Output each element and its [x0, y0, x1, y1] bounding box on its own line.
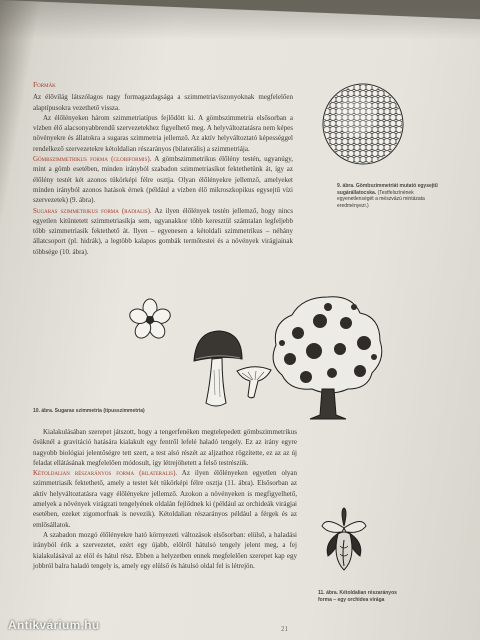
caption-label: 10. ábra. Sugaras szimmetria (típusszimmetria) — [33, 408, 145, 414]
paragraph: Az élővilág látszólagos nagy formagazdagsága a szimmetriaviszonyoknak megfelelően alaptípusokra vezethető vissza. — [33, 93, 293, 112]
definition-bilateralis — [33, 468, 297, 530]
term-text: Az ilyen élőlényeken egyetlen olyan szimmetriasík fektethető, amely a testet két tükörképi félre osztja (11. ábra). Elsősorban az aktív helyváltoztatásra vagy élőlényekre jellemző. Azokon a növényeken is megfigyelhető, amelyek a növények virágzati tengelyének oldalán fejlődnek ki (például az orchideák virágjai esetében, ezeket zigomorfnak is nevezik). Kétoldalian részarányos például a férgek és az emlősállatok. — [33, 469, 297, 529]
watermark-logo: Antikvárium.hu — [8, 618, 100, 632]
paragraph: Az élőlényeken három szimmetriatípus fejlődött ki. A gömbszimmetria elsősorban a vízben élő alacsonyabbrendű szervezetekhez figyelhető meg. A helyváltoztatásra nem képes növényekre és állatokra a sugaras szimmetria jellemző. Az aktív helyváltoztató képességgel rendelkező szervezetekre kétoldalian részarányos (bilaterális) a szimmetriája. — [33, 113, 293, 153]
figure-10-tree-illustration — [268, 293, 388, 421]
figure-10-caption — [33, 408, 233, 415]
figure-9-caption — [337, 183, 445, 209]
definition-globiformis — [33, 154, 293, 205]
figure-11-orchid-illustration — [318, 506, 370, 576]
term-label: Kétoldalian részarányos forma (bilateralis). — [33, 469, 178, 478]
paragraph: A szabadon mozgó élőlényekre ható környezeti változások elsősorban: elülső, a haladási irányból érik a szervezetet, ezért egy újabb, elölről hátulsó tengely jelent meg, a fej kialakulásával az elöl és hátul rész. Ebben a helyzetben ennek megfelelően szerepet kap egy jobbról balra haladó tengely is, amely egy elülső és hátulsó oldal fel is létrejön. — [33, 530, 297, 570]
figure-10-flower-illustration — [128, 298, 172, 342]
paragraph: Kialakulásában szerepet játszott, hogy a tengerfenéken megtelepedett gömbszimmetrikus ősüknél a gravitáció hatására kialakult egy fentről lefelé haladó tengely. Ez az irány egyre nagyobb biológiai jelentőségre tett szert, a test alsó részét az aljzathoz rögzítette, ez az az új feladat ellátásának megfelelően módosult, így létrejöhetett a felső testrészük. — [33, 428, 297, 467]
caption-label: 11. ábra. Kétoldalian részarányos forma – egy orchidea virága — [318, 590, 397, 603]
section-heading-formak: Formák — [33, 80, 56, 89]
page-number: 21 — [281, 625, 288, 633]
caption-label: 9. ábra. Gömbszimmetriát mutató egysejtű sugárállatocska. — [337, 183, 438, 196]
figure-11-caption — [318, 590, 408, 603]
figure-9-radiolarian-illustration — [318, 78, 408, 170]
text-column-bottom — [33, 427, 297, 571]
term-text: Az ilyen élőlények testén jellemző, hogy nincs egyetlen kitüntetett szimmetriasíkja sem, ugyanakkor több keresztül számtalan legfeljebb több szimmetriasík fektethető át. Ilyen – egyenesen a kétoldali szimmetrikus – néhány állatcsoport (pl. hidrák), a legtöbb kalapos gombák termőtestei és a növények virágjainak többsége (10. ábra). — [33, 206, 293, 256]
term-label: Sugaras szimmetrikus forma (radialis). — [33, 206, 152, 215]
page-top-shadow — [0, 0, 480, 40]
term-label: Gömbszimmetrikus forma (globiformis). — [33, 155, 152, 164]
text-column-top — [33, 80, 293, 257]
caption-text: (Testfelszínének egyenetlenségét a mészvázú mintázata eredményezi.) — [337, 189, 425, 209]
term-text: A gömbszimmetrikus élőlény testén, ugyanúgy, mint a gömb esetében, minden irányból szabadon szimmetriasíkot fektethetünk át, így az élőlény testét két azonos tükörképi félre osztja. Olyan élőlényekre jellemző, amelyeket minden irányból azonos hatások érnek (például a vízben élő mikroszkopikus egysejtű vízi szervezetek) (9. ábra). — [33, 155, 293, 205]
definition-radialis — [33, 206, 293, 257]
